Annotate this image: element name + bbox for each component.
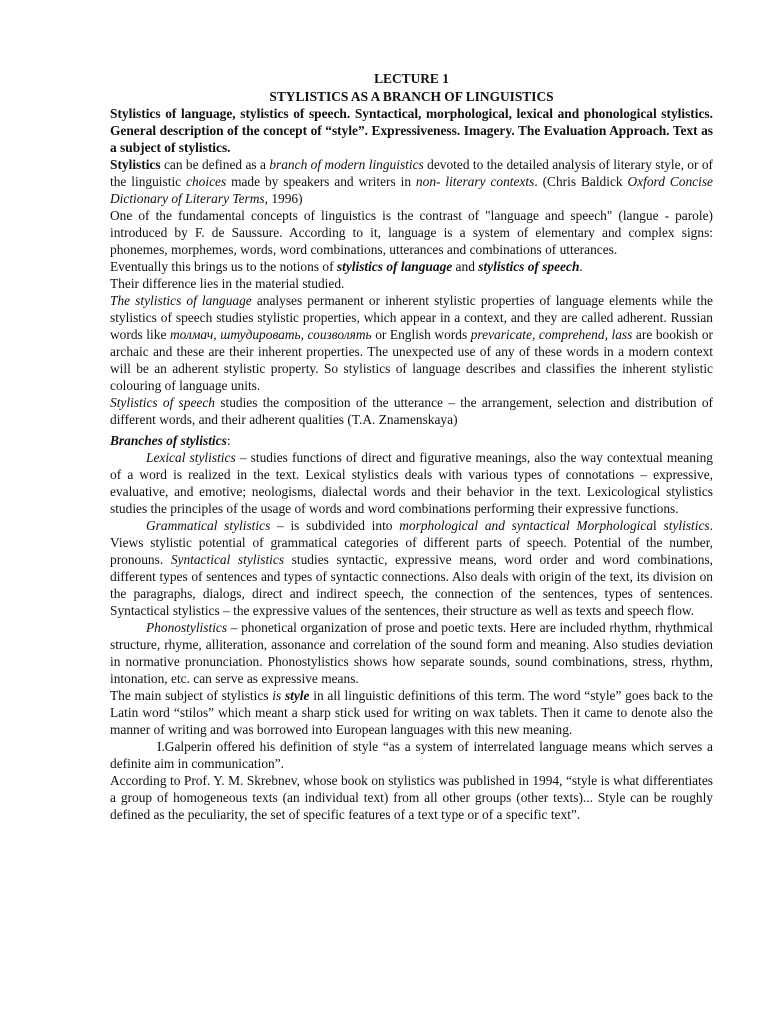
eventually-paragraph <box>110 258 713 275</box>
grammatical-paragraph <box>110 517 713 619</box>
text-run: толмач, штудировать, соизволять <box>169 327 372 342</box>
text-run: morphological and syntactical Morphologica <box>399 518 654 533</box>
topics-paragraph: Stylistics of language, stylistics of speech. Syntactical, morphological, lexical and phonological stylistics. General description of the concept of “style”. Expressiveness. Imagery. The Evaluation Approach. Text as a subject of stylistics. <box>110 106 713 155</box>
text-run: choices <box>186 174 227 189</box>
lecture-subtitle: STYLISTICS AS A BRANCH OF LINGUISTICS <box>269 89 554 104</box>
text-run: can be defined as a <box>160 157 270 172</box>
text-run: Grammatical stylistics <box>146 518 271 533</box>
language-stylistics-paragraph <box>110 292 713 394</box>
text-run: style <box>284 688 310 703</box>
text-run: stylistics of language <box>336 259 453 274</box>
text-run: is <box>272 688 282 703</box>
text-run: , 1996) <box>264 191 303 206</box>
text-run: Syntactical stylistics <box>170 552 285 567</box>
branches-heading <box>110 432 713 449</box>
text-run: stylistics <box>663 518 710 533</box>
main-subject-paragraph <box>110 687 713 738</box>
text-run: Stylistics of speech <box>110 395 215 410</box>
text-run: Lexical stylistics <box>146 450 236 465</box>
text-run: Stylistics <box>110 157 161 172</box>
galperin-paragraph: I.Galperin offered his definition of style “as a system of interrelated language means which serves a definite aim in communication”. <box>110 739 713 771</box>
text-run: . <box>579 259 583 274</box>
text-run: made by speakers and writers in <box>226 174 416 189</box>
text-run: devoted to the detailed analysis of literary style, or of the linguistic <box>110 157 713 189</box>
text-run: – is subdivided into <box>270 518 400 533</box>
lexical-paragraph <box>110 449 713 517</box>
skrebnev-paragraph: According to Prof. Y. M. Skrebnev, whose book on stylistics was published in 1994, “style is what differentiates a group of homogeneous texts (an individual text) from all other groups (other texts)... Style can be roughly defined as the peculiarity, the set of specific features of a text type or of a specific text”. <box>110 773 713 822</box>
text-run: – phonetical organization of prose and poetic texts. Here are included rhythm, rhythmical structure, rhyme, alliteration, assonance and correlation of the sound form and meaning. Also studies deviation in normative pronunciation. Phonostylistics shows how separate sounds, sound combinations, stress, rhythm, intonation, etc. can serve as expressive means. <box>110 620 713 686</box>
text-run: branch of modern linguistics <box>269 157 424 172</box>
text-run: non- literary contexts <box>415 174 535 189</box>
text-run: analyses permanent or inherent stylistic properties of language elements while the stylistics of speech studies stylistic properties, which appear in a context, and they are called adherent. Russian words like <box>110 293 713 342</box>
text-run: The stylistics of language <box>110 293 252 308</box>
saussure-paragraph: One of the fundamental concepts of linguistics is the contrast of "language and speech" (langue - parole) introduced by F. de Saussure. According to it, language is a system of elementary and complex signs: phonemes, morphemes, words, word combinations, utterances and combinations of utterances. <box>110 208 713 257</box>
definition-paragraph <box>110 156 713 207</box>
lecture-title: LECTURE 1 <box>374 71 449 86</box>
text-run: The main subject of stylistics <box>110 688 273 703</box>
text-run: l <box>653 518 664 533</box>
text-run: in all linguistic definitions of this term. The word “style” goes back to the Latin word “stilos” which meant a sharp stick used for writing on wax tablets. Then it came to denote also the manner of writing and was borrowed into European languages with this new meaning. <box>110 688 713 737</box>
speech-stylistics-paragraph <box>110 394 713 428</box>
text-run: or English words <box>371 327 471 342</box>
text-run: prevaricate, comprehend, lass <box>470 327 633 342</box>
text-run: Eventually this brings us to the notions of <box>110 259 337 274</box>
text-run: and <box>452 259 479 274</box>
text-run: stylistics of speech <box>478 259 580 274</box>
text-run: Oxford Concise Dictionary of Literary Terms <box>110 174 713 206</box>
text-run: Phonostylistics <box>146 620 228 635</box>
text-run: Branches of stylistics <box>110 433 227 448</box>
phonostylistics-paragraph <box>110 619 713 687</box>
text-run: studies syntactic, expressive means, word order and word combinations, different types of sentences and types of syntactic connections. Also deals with origin of the text, its division on the paragraphs, dialogs, direct and indirect speech, the connection of the sentences, types of sentences. Syntactical stylistics – the expressive values of the sentences, their structure as well as texts and speech flow. <box>110 552 713 618</box>
document-page <box>110 68 713 823</box>
text-run: studies the composition of the utterance – the arrangement, selection and distribution of different words, and their adherent qualities (T.A. Znamenskaya) <box>110 395 713 427</box>
text-run: – studies functions of direct and figurative meanings, also the way contextual meaning of a word is realized in the text. Lexical stylistics deals with various types of connotations – expressive, evaluative, and emotive; neologisms, dialectal words and their behavior in the text. Lexicological stylistics studies the principles of the usage of words and word combinations performing their expressive functions. <box>110 450 714 516</box>
text-run: : <box>226 433 231 448</box>
text-run: . Views stylistic potential of grammatical categories of different parts of speech. Potential of the number, pronouns. <box>110 518 713 567</box>
text-run: . (Chris Baldick <box>534 174 628 189</box>
text-run: are bookish or archaic and these are their inherent properties. The unexpected use of any of these words in a modern context will be an adherent stylistic property. So stylistics of language describes and classifies the inherent stylistic colouring of language units. <box>110 327 713 393</box>
difference-paragraph: Their difference lies in the material studied. <box>110 276 345 291</box>
